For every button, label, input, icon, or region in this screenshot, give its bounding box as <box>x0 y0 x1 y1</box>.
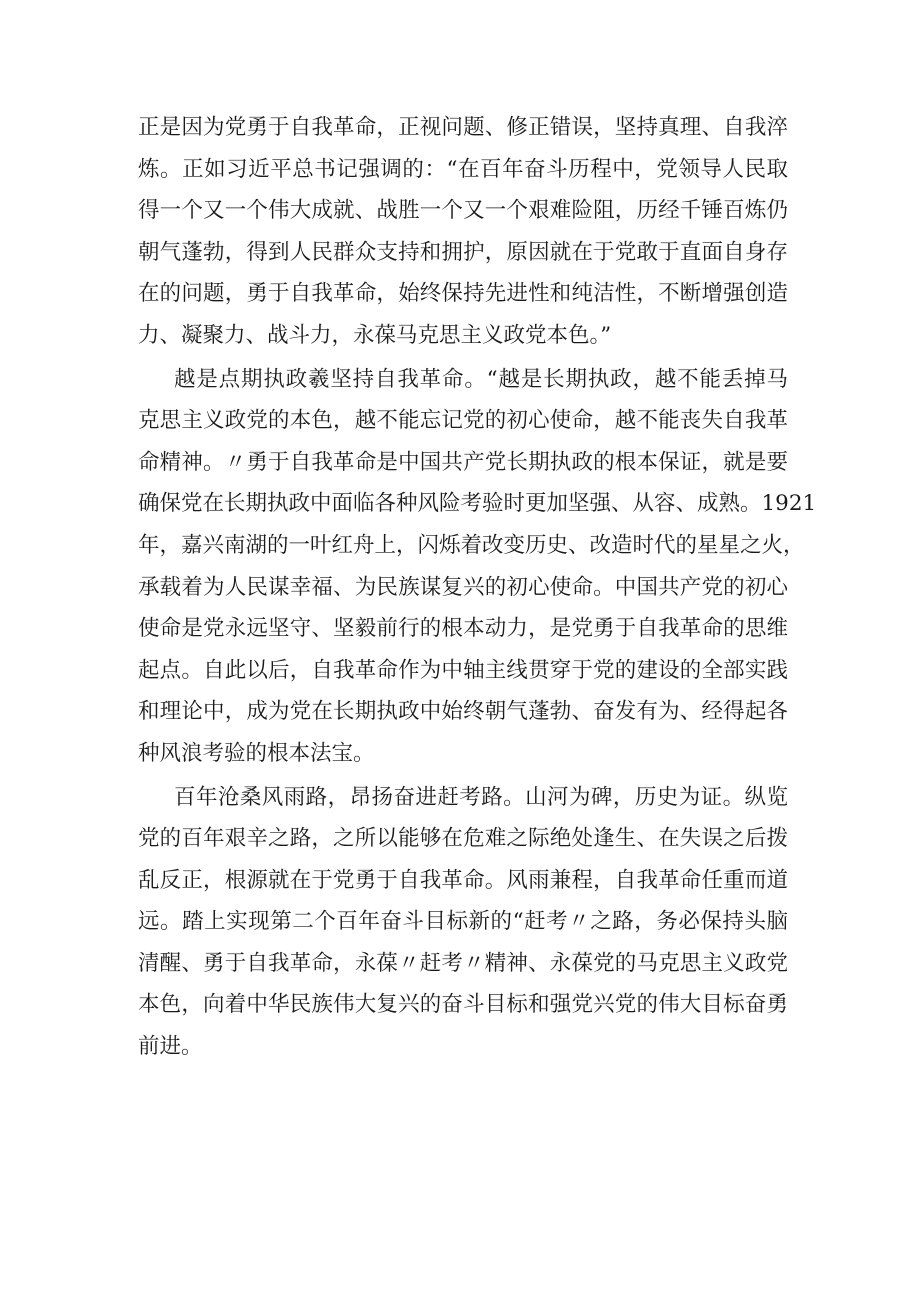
text-line: 承载着为人民谋幸福、为民族谋复兴的初心使命。中国共产党的初心 <box>138 574 788 600</box>
text-line: 清醒、勇于自我革命，永葆〃赶考〃精神、永葆党的马克思主义政党 <box>138 950 788 976</box>
text-line: 党的百年艰辛之路，之所以能够在危难之际绝处逢生、在失误之后拨 <box>138 826 788 852</box>
text-line: 前进。 <box>138 1034 203 1060</box>
text-line: 力、凝聚力、战斗力，永葆马克思主义政党本色。” <box>138 322 612 348</box>
text-line: 克思主义政党的本色，越不能忘记党的初心使命，越不能丧失自我革 <box>138 408 788 434</box>
text-line: 确保党在长期执政中面临各种风险考验时更加坚强、从容、成熟。1921 <box>138 491 817 517</box>
text-line: 百年沧桑风雨路，昂扬奋进赶考路。山河为碑，历史为证。纵览 <box>174 784 788 810</box>
text-line: 年，嘉兴南湖的一叶红舟上，闪烁着改变历史、改造时代的星星之火， <box>138 532 805 558</box>
paragraph-3 <box>138 777 788 1068</box>
text-line: 命精神。〃勇于自我革命是中国共产党长期执政的根本保证，就是要 <box>138 449 788 475</box>
paragraph-1 <box>138 107 788 357</box>
text-line: 使命是党永远坚守、坚毅前行的根本动力，是党勇于自我革命的思维 <box>138 616 788 642</box>
body-text <box>138 107 817 1068</box>
text-line: 得一个又一个伟大成就、战胜一个又一个艰难险阻，历经千锤百炼仍 <box>138 198 788 224</box>
text-line: 在的问题，勇于自我革命，始终保持先进性和纯洁性，不断增强创造 <box>138 281 788 307</box>
text-line: 种风浪考验的根本法宝。 <box>138 740 375 766</box>
text-line: 正是因为党勇于自我革命，正视问题、修正错误，坚持真理、自我淬 <box>138 115 788 140</box>
text-line: 和理论中，成为党在长期执政中始终朝气蓬勃、奋发有为、经得起各 <box>138 699 788 725</box>
text-line: 远。踏上实现第二个百年奋斗目标新的“赶考〃之路，务必保持头脑 <box>138 909 788 935</box>
text-line: 本色，向着中华民族伟大复兴的奋斗目标和强党兴党的伟大目标奋勇 <box>138 992 788 1018</box>
text-line: 朝气蓬勃，得到人民群众支持和拥护，原因就在于党敢于直面自身存 <box>138 239 788 265</box>
text-line: 乱反正，根源就在于党勇于自我革命。风雨兼程，自我革命任重而道 <box>138 867 788 893</box>
text-line: 越是点期执政羲坚持自我革命。“越是长期执政，越不能丢掉马 <box>174 366 788 392</box>
text-line: 起点。自此以后，自我革命作为中轴主线贯穿于党的建设的全部实践 <box>138 657 788 683</box>
paragraph-2 <box>138 359 817 775</box>
text-line: 炼。正如习近平总书记强调的：“在百年奋斗历程中，党领导人民取 <box>138 156 788 182</box>
